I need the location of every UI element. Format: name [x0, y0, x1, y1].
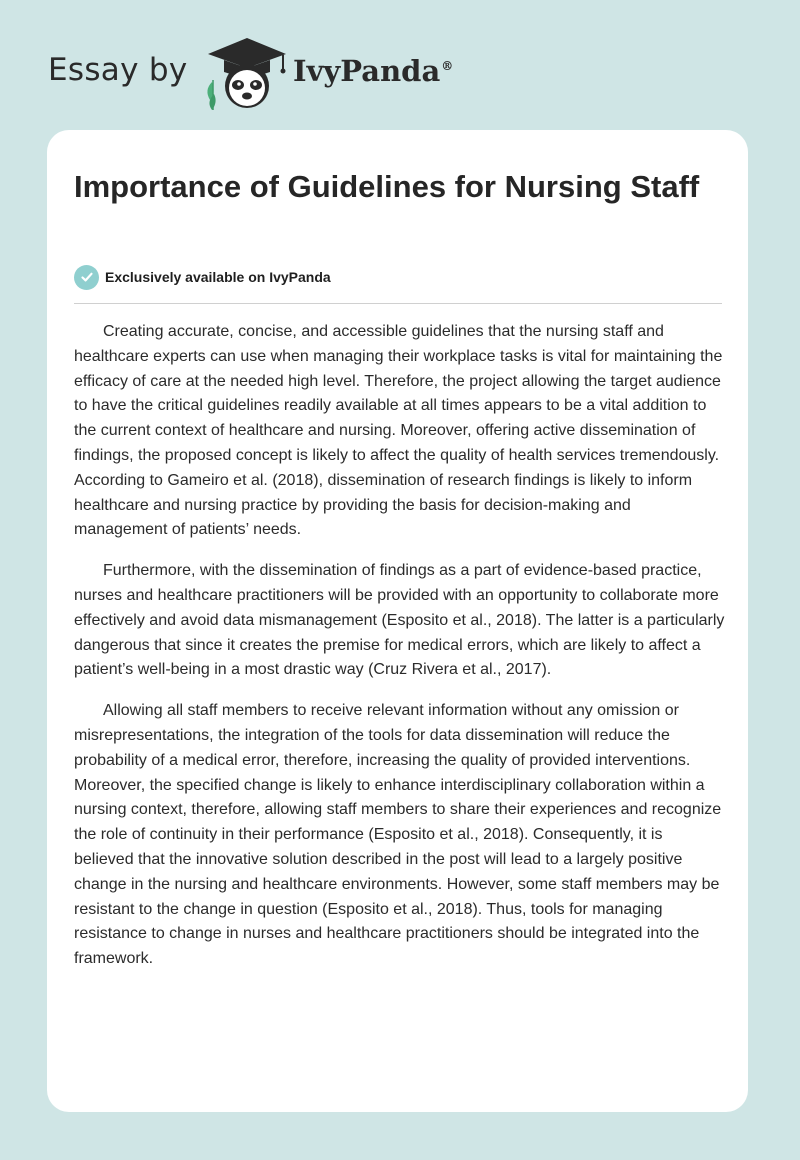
- check-icon: [74, 265, 99, 290]
- divider: [74, 303, 722, 304]
- paragraph: Allowing all staff members to receive relevant information without any omission or misrepresentations, the integration of the tools for data dissemination will reduce the probability of a medical error, therefore, increasing the quality of provided interventions. Moreover, the specified change is likely to enhance interdisciplinary collaboration within a nursing context, therefore, allowing staff members to share their experiences and recognize the role of continuity in their performance (Esposito et al., 2018). Consequently, it is believed that the innovative solution described in the post will lead to a largely positive change in the nursing and healthcare environments. However, some staff members may be resistant to the change in question (Esposito et al., 2018). Thus, tools for managing resistance to change in nurses and healthcare practitioners should be integrated into the framework.: [74, 702, 722, 968]
- article-card: [47, 130, 748, 1112]
- brand-name-label: IvyPanda: [293, 54, 441, 88]
- site-header: [48, 34, 748, 114]
- paragraph: Creating accurate, concise, and accessible guidelines that the nursing staff and healthcare experts can use when managing their workplace tasks is vital for maintaining the efficacy of care at the needed high level. Therefore, the project allowing the target audience to have the critical guidelines readily available at all times appears to be a vital addition to the current context of healthcare and nursing. Moreover, offering active dissemination of findings, the proposed concept is likely to affect the quality of health services tremendously. According to Gameiro et al. (2018), dissemination of research findings is likely to inform healthcare and nursing practice by providing the basis for decision-making and management of patients’ needs.: [74, 323, 723, 539]
- page-title: Importance of Guidelines for Nursing Staff: [74, 169, 700, 204]
- ivypanda-logo-icon[interactable]: [200, 34, 290, 110]
- article-body: [74, 320, 726, 988]
- brand-name[interactable]: [293, 54, 453, 88]
- essay-by-label: Essay by: [48, 52, 188, 88]
- exclusive-badge-label: Exclusively available on IvyPanda: [105, 269, 331, 285]
- registered-mark: ®: [441, 59, 454, 74]
- exclusive-badge: [74, 264, 331, 290]
- paragraph: Furthermore, with the dissemination of findings as a part of evidence-based practice, nurses and healthcare practitioners will be provided with an opportunity to collaborate more effectively and avoid data mismanagement (Esposito et al., 2018). The latter is a particularly dangerous that since it creates the premise for medical errors, which are likely to affect a patient’s well-being in a most drastic way (Cruz Rivera et al., 2017).: [74, 562, 725, 679]
